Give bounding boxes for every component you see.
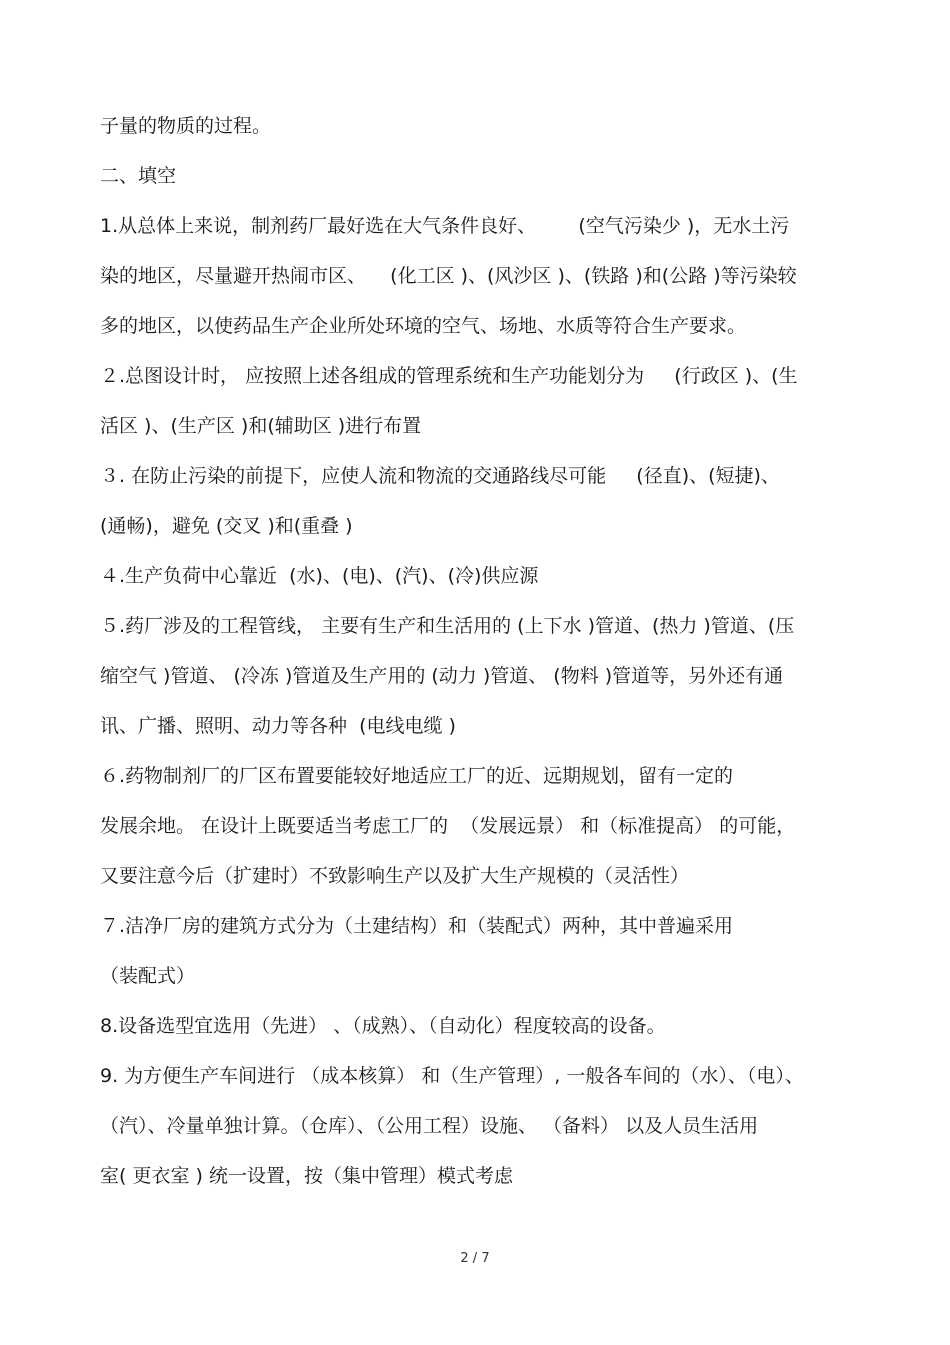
text-line: 多的地区，以使药品生产企业所处环境的空气、场地、水质等符合生产要求。 [100,315,747,337]
text-line: 又要注意今后（扩建时）不致影响生产以及扩大生产规模的（灵活性） [100,865,690,887]
text-line: 染的地区，尽量避开热闹市区、 (化工区 )、(风沙区 )、(铁路 )和(公路 )等污染较 [100,265,797,287]
text-line: 1.从总体上来说，制剂药厂最好选在大气条件良好、 (空气污染少 )，无水土污 [100,215,790,237]
text-line: 发展余地。 在设计上既要适当考虑工厂的 （发展远景） 和（标准提高） 的可能， [100,815,796,837]
text-line: （装配式） [100,965,196,987]
page-number: 2 / 7 [460,1251,490,1266]
text-line: 室( 更衣室 ) 统一设置，按（集中管理）模式考虑 [100,1165,513,1187]
text-line: ３. 在防止污染的前提下，应使人流和物流的交通路线尽可能 (径直)、(短捷)、 [100,465,780,487]
text-line: ７.洁净厂房的建筑方式分为（土建结构）和（装配式）两种，其中普遍采用 [100,915,734,937]
section-heading: 二、填空 [100,165,177,187]
text-line: ２.总图设计时， 应按照上述各组成的管理系统和生产功能划分为 (行政区 )、(生 [100,365,798,387]
text-line: ５.药厂涉及的工程管线， 主要有生产和生活用的 (上下水 )管道、(热力 )管道、(压 [100,615,795,637]
text-line: (通畅)，避免 (交叉 )和(重叠 ) [100,515,353,537]
text-line: 讯、广播、照明、动力等各种 (电线电缆 ) [100,715,456,737]
text-line: 缩空气 )管道、 (冷冻 )管道及生产用的 (动力 )管道、 (物料 )管道等，另外还有通 [100,665,784,687]
text-line: ４.生产负荷中心靠近 (水)、(电)、(汽)、(冷)供应源 [100,565,539,587]
text-line: 9. 为方便生产车间进行 （成本核算） 和（生产管理）, 一般各车间的（水）、（电）、 [100,1065,804,1087]
text-line: 8.设备选型宜选用（先进） 、（成熟）、（自动化）程度较高的设备。 [100,1015,666,1037]
text-line: （汽）、冷量单独计算。（仓库）、（公用工程）设施、 （备料） 以及人员生活用 [100,1115,759,1137]
text-line: ６.药物制剂厂的厂区布置要能较好地适应工厂的近、远期规划，留有一定的 [100,765,734,787]
text-line: 子量的物质的过程。 [100,115,272,137]
text-line: 活区 )、(生产区 )和(辅助区 )进行布置 [100,415,422,437]
